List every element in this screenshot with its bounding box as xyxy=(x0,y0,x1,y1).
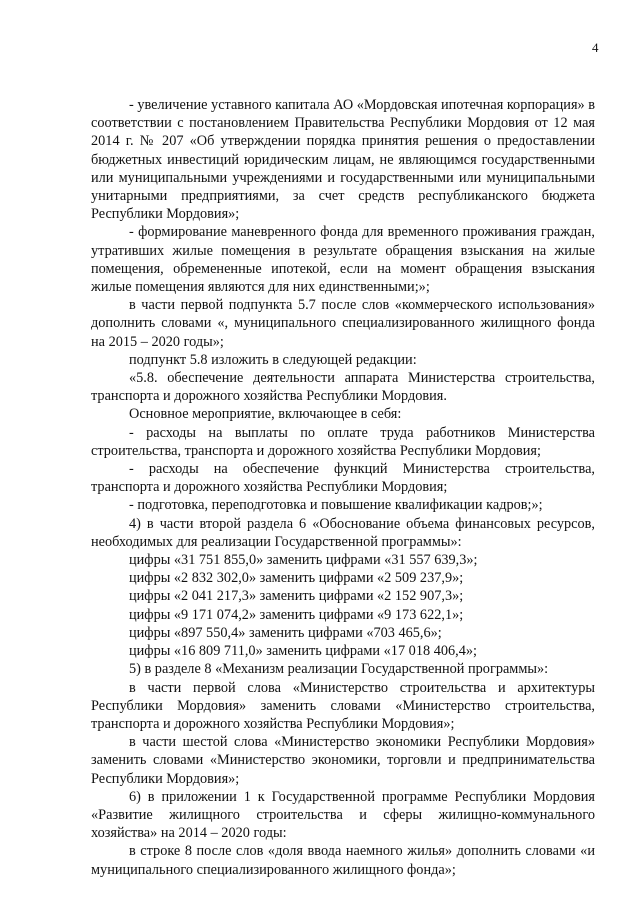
paragraph-3: в части первой подпункта 5.7 после слов «коммерческого использования» дополнить словами «, муниципального специализированного жилищного фонда на 2015 – 2020 годы»; xyxy=(91,297,595,350)
paragraph-5: «5.8. обеспечение деятельности аппарата Министерства строительства, транспорта и дорожного хозяйства Республики Мордовия. xyxy=(91,370,595,405)
paragraph-18: в части первой слова «Министерство строительства и архитектуры Республики Мордовия» заменить словами «Министерство строительства, транспорта и дорожного хозяйства Республики Мордовия»; xyxy=(91,679,595,732)
paragraph-20: 6) в приложении 1 к Государственной программе Республики Мордовия «Развитие жилищного строительства и сферы жилищно-коммунального хозяйства» на 2014 – 2020 годы: xyxy=(91,788,595,842)
paragraph-19: в части шестой слова «Министерство экономики Республики Мордовия» заменить словами «Министерство экономики, торговли и предпринимательства Республики Мордовия»; xyxy=(91,734,595,787)
paragraph-7: - расходы на выплаты по оплате труда работников Министерства строительства, транспорта и дорожного хозяйства Республики Мордовия; xyxy=(91,424,595,459)
paragraph-4: подпункт 5.8 изложить в следующей редакции: xyxy=(129,351,417,368)
paragraph-21: в строке 8 после слов «доля ввода наемного жилья» дополнить словами «и муниципального специализированного жилищного фонда»; xyxy=(91,843,595,878)
paragraph-10: 4) в части второй раздела 6 «Обоснование объема финансовых ресурсов, необходимых для реализации Государственной программы»: xyxy=(91,515,595,550)
paragraph-1: - увеличение уставного капитала АО «Мордовская ипотечная корпорация» в соответствии с постановлением Правительства Республики Мордовия от 12 мая 2014 г. № 207 «Об утверждении порядка принятия решения о предоставлении бюджетных инвестиций юридическим лицам, не являющимся государственными или муниципальными учреждениями и государственными или муниципальными унитарными предприятиями, за счет средств республиканского бюджета Республики Мордовия»; xyxy=(91,97,596,223)
paragraph-12: цифры «2 832 302,0» заменить цифрами «2 509 237,9»; xyxy=(129,570,464,587)
paragraph-8: - расходы на обеспечение функций Министерства строительства, транспорта и дорожного хозяйства Республики Мордовия; xyxy=(91,461,595,496)
paragraph-6: Основное мероприятие, включающее в себя: xyxy=(129,406,402,423)
paragraph-17: 5) в разделе 8 «Механизм реализации Государственной программы»: xyxy=(129,661,549,678)
paragraph-13: цифры «2 041 217,3» заменить цифрами «2 152 907,3»; xyxy=(129,588,464,605)
paragraph-11: цифры «31 751 855,0» заменить цифрами «31 557 639,3»; xyxy=(129,552,478,569)
paragraph-2: - формирование маневренного фонда для временного проживания граждан, утративших жилые помещения в результате обращения взыскания на жилые помещения, обремененные ипотекой, если на момент обращения взыскания жилые помещения являются для них единственными;»; xyxy=(91,224,595,296)
paragraph-16: цифры «16 809 711,0» заменить цифрами «17 018 406,4»; xyxy=(129,643,477,660)
paragraph-14: цифры «9 171 074,2» заменить цифрами «9 173 622,1»; xyxy=(129,606,464,623)
document-body xyxy=(91,96,595,879)
paragraph-15: цифры «897 550,4» заменить цифрами «703 465,6»; xyxy=(129,624,442,641)
paragraph-9: - подготовка, переподготовка и повышение квалификации кадров;»; xyxy=(129,497,543,514)
page-number: 4 xyxy=(592,40,599,55)
